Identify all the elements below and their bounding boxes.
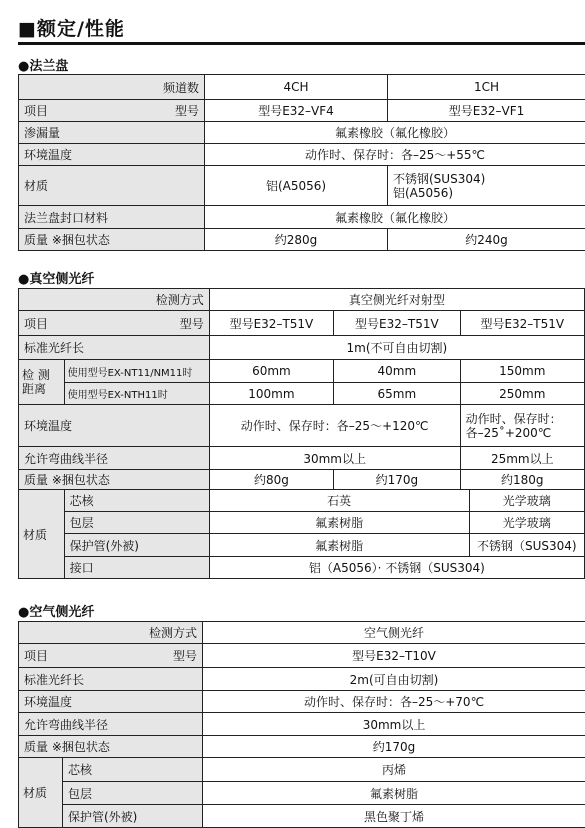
air-hdr-model: 型号 [173,649,197,663]
vacuum-clad-cell [209,512,584,534]
flange-model4: 型号E32–VF4 [205,100,388,122]
vacuum-bend-label: 允许弯曲线半径 [19,447,210,470]
air-hdr-item-model [19,644,203,668]
flange-section-title: ●法兰盘 [18,55,68,74]
vacuum-core-a: 石英 [210,490,469,511]
flange-hdr-model: 型号 [175,104,199,118]
air-core-label: 芯核 [63,758,203,782]
vacuum-method-value: 真空侧光纤对射型 [209,289,584,311]
vacuum-tube-b: 不锈钢（SUS304) [469,534,584,556]
vacuum-temp-b [460,405,584,447]
vacuum-core-label: 芯核 [64,490,209,512]
vacuum-hdr-method: 检测方式 [19,289,210,311]
flange-ch1: 1CH [388,75,585,100]
page-title: ■额定/性能 [18,14,125,41]
vacuum-mass-b: 约170g [334,470,460,490]
vacuum-dist-row2-a: 100mm [209,383,333,405]
air-bend-value: 30mm以上 [203,713,585,736]
vacuum-hdr-item-model [19,311,210,336]
flange-model1: 型号E32–VF1 [388,100,585,122]
vacuum-tube-cell [209,534,584,557]
vacuum-clad-a: 氟素树脂 [210,512,469,533]
title-rule [18,42,585,45]
vacuum-core-b: 光学玻璃 [469,490,584,511]
vacuum-temp-label: 环境温度 [19,405,210,447]
air-temp-label: 环境温度 [19,691,203,713]
flange-leak-label: 渗漏量 [19,122,205,144]
flange-hdr-item-model [19,100,205,122]
vacuum-model-2: 型号E32–T51V [334,311,460,336]
vacuum-dist-row1-c: 150mm [460,360,584,383]
vacuum-model-1: 型号E32–T51V [209,311,333,336]
vacuum-dist-row2-c: 250mm [460,383,584,405]
vacuum-std-len-label: 标准光纤长 [19,336,210,360]
vacuum-clad-b: 光学玻璃 [469,512,584,533]
flange-mat-4: 铝(A5056) [205,166,388,206]
vacuum-std-len-value: 1m(不可自由切割) [209,336,584,360]
vacuum-tube-label: 保护管(外被) [64,534,209,557]
air-std-len-label: 标准光纤长 [19,668,203,691]
air-clad-value: 氟素树脂 [203,782,585,805]
flange-mat-1-line2: 铝(A5056) [393,186,580,200]
flange-mass-1: 约240g [388,229,585,251]
air-clad-label: 包层 [63,782,203,805]
air-mass-value: 约170g [203,736,585,758]
air-hdr-method: 检测方式 [19,622,203,644]
air-tube-label: 保护管(外被) [63,805,203,828]
flange-temp-value: 动作时、保存时：各–25～+55℃ [205,144,585,166]
flange-spec-table [18,74,585,251]
air-section-title: ●空气侧光纤 [18,601,94,620]
air-hdr-item: 项目 [24,647,48,664]
vacuum-model-3: 型号E32–T51V [460,311,584,336]
vacuum-conn-value: 铝（A5056）· 不锈钢（SUS304) [209,557,584,579]
vacuum-dist-row1-a: 60mm [209,360,333,383]
flange-seal-label: 法兰盘封口材料 [19,206,205,229]
air-mass-label: 质量 ※捆包状态 [19,736,203,758]
vacuum-tube-a: 氟素树脂 [210,534,469,556]
vacuum-dist-row2-label: 使用型号EX-NTH11时 [64,383,209,405]
vacuum-temp-b-line1: 动作时、保存时： [466,412,579,426]
vacuum-dist-row1-b: 40mm [334,360,460,383]
flange-ch4: 4CH [205,75,388,100]
flange-leak-value: 氟素橡胶（氟化橡胶） [205,122,585,144]
flange-mat-label: 材质 [19,166,205,206]
air-method-value: 空气侧光纤 [203,622,585,644]
flange-mat-1 [388,166,585,206]
vacuum-dist-row1-label: 使用型号EX-NT11/NM11时 [64,360,209,383]
air-spec-table [18,621,585,828]
vacuum-hdr-model: 型号 [180,317,204,331]
flange-temp-label: 环境温度 [19,144,205,166]
vacuum-clad-label: 包层 [64,512,209,534]
air-model-value: 型号E32–T10V [203,644,585,668]
air-core-value: 丙烯 [203,758,585,782]
vacuum-mass-c: 约180g [460,470,584,490]
vacuum-core-cell [209,490,584,512]
flange-hdr-channels: 频道数 [19,75,205,100]
vacuum-mass-label: 质量 ※捆包状态 [19,470,210,490]
vacuum-dist-label [19,360,65,405]
vacuum-temp-b-line2: 各–25˚+200℃ [466,426,579,440]
vacuum-spec-table [18,288,585,579]
vacuum-mat-label: 材质 [19,490,65,579]
vacuum-conn-label: 接口 [64,557,209,579]
vacuum-hdr-item: 项目 [24,315,48,332]
vacuum-bend-b: 25mm以上 [460,447,584,470]
vacuum-section-title: ●真空侧光纤 [18,268,94,287]
vacuum-mass-a: 约80g [209,470,333,490]
flange-mat-1-line1: 不锈钢(SUS304) [393,172,580,186]
air-mat-label: 材质 [19,758,63,828]
air-std-len-value: 2m(可自由切割) [203,668,585,691]
air-bend-label: 允许弯曲线半径 [19,713,203,736]
vacuum-dist-label-1: 检 测 [22,368,61,382]
flange-mass-label: 质量 ※捆包状态 [19,229,205,251]
flange-seal-value: 氟素橡胶（氟化橡胶） [205,206,585,229]
vacuum-temp-a: 动作时、保存时：各–25～+120℃ [209,405,460,447]
vacuum-dist-row2-b: 65mm [334,383,460,405]
vacuum-bend-a: 30mm以上 [209,447,460,470]
flange-mass-4: 约280g [205,229,388,251]
air-temp-value: 动作时、保存时：各–25～+70℃ [203,691,585,713]
air-tube-value: 黑色聚丁烯 [203,805,585,828]
flange-hdr-item: 项目 [24,102,48,119]
vacuum-dist-label-2: 距离 [22,382,61,396]
